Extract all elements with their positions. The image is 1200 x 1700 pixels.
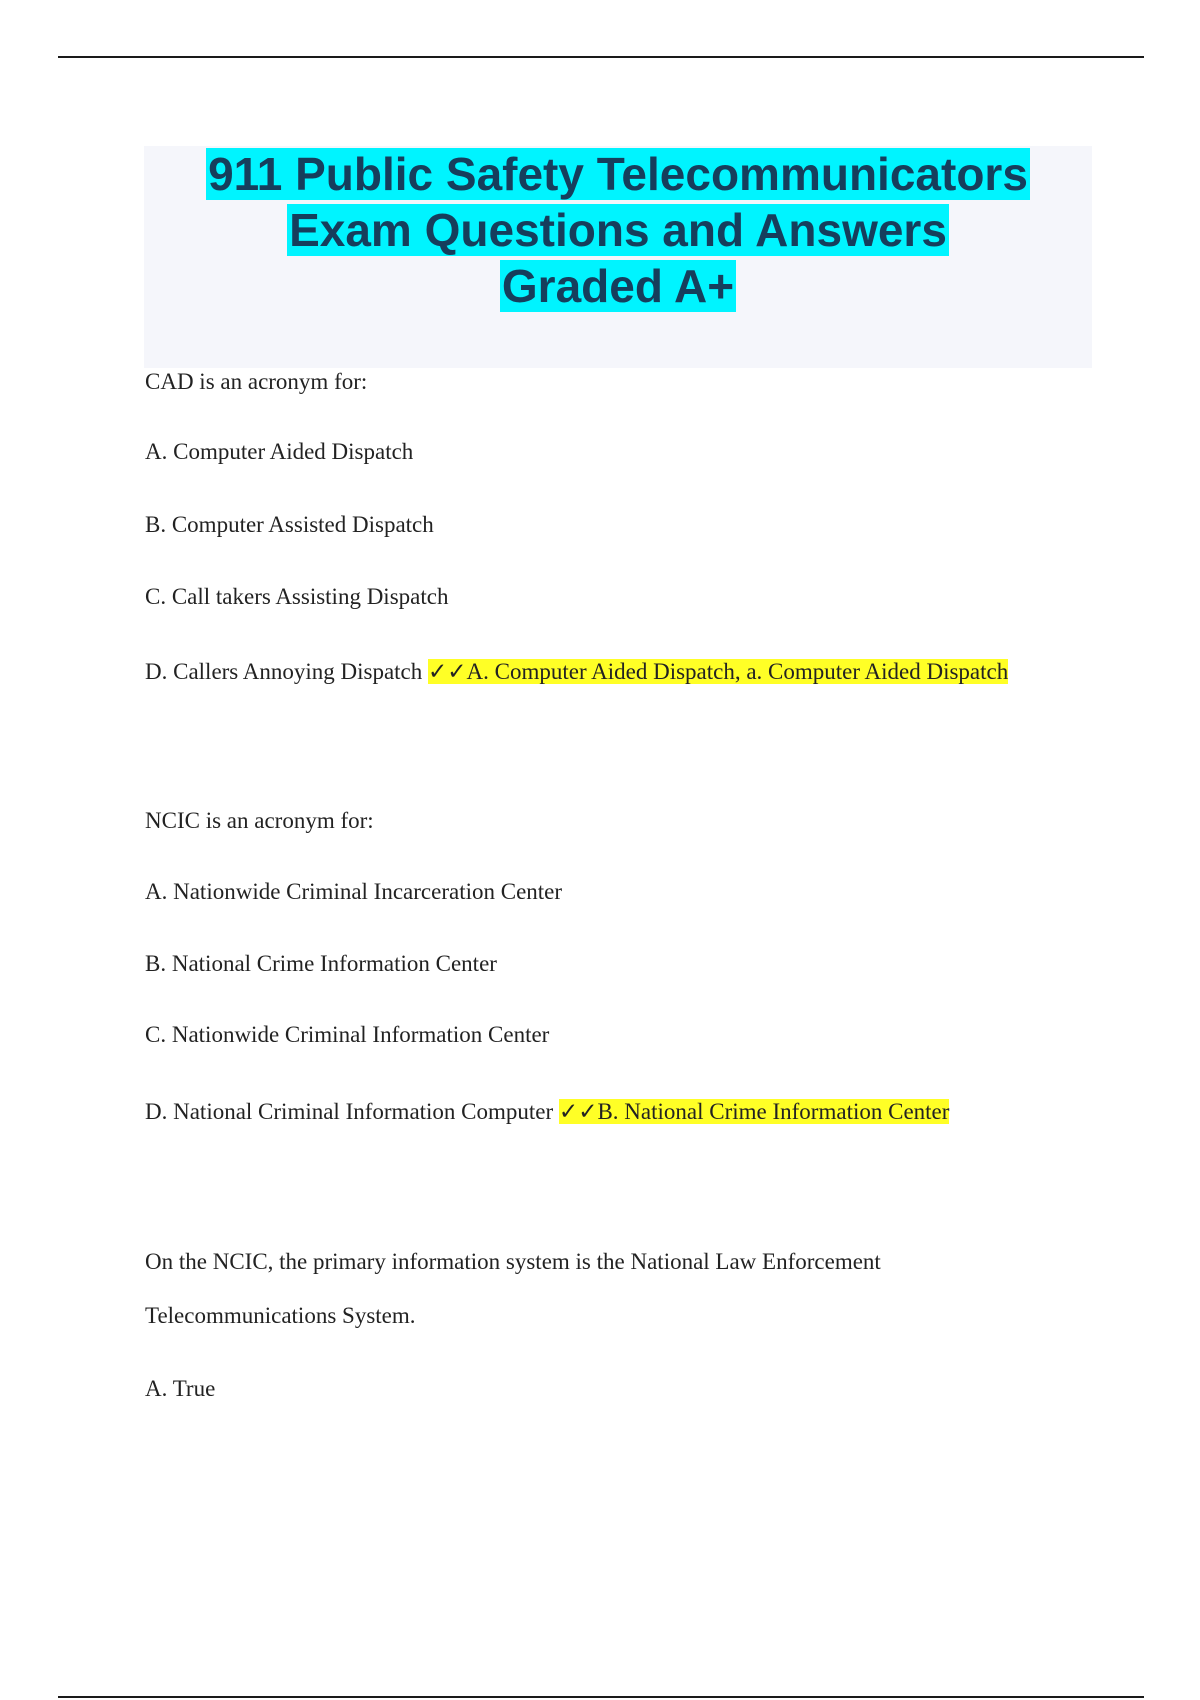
top-rule (58, 56, 1144, 58)
question-1-option-a: A. Computer Aided Dispatch (145, 439, 414, 464)
title-line-1: 911 Public Safety Telecommunicators (208, 148, 1028, 200)
question-3-prompt-line-2: Telecommunications System. (145, 1303, 416, 1328)
question-2-prompt: NCIC is an acronym for: (145, 808, 374, 833)
question-1-prompt: CAD is an acronym for: (145, 369, 368, 394)
question-1-option-d-line (145, 657, 1008, 687)
question-2-option-d-line (145, 1097, 949, 1127)
question-2-answer: ✓✓B. National Crime Information Center (558, 1099, 950, 1124)
question-3-prompt-line-1: On the NCIC, the primary information system is the National Law Enforcement (145, 1249, 881, 1274)
title-line-2: Exam Questions and Answers (289, 204, 947, 256)
question-2-option-a: A. Nationwide Criminal Incarceration Center (145, 879, 563, 904)
question-2-option-d: D. National Criminal Information Computer (145, 1099, 559, 1124)
title-line-3: Graded A+ (501, 260, 735, 312)
question-1-option-c: C. Call takers Assisting Dispatch (145, 584, 449, 609)
bottom-rule (58, 1696, 1144, 1698)
title-box (144, 146, 1092, 368)
question-1-option-b: B. Computer Assisted Dispatch (145, 512, 434, 537)
document-title (144, 146, 1092, 314)
question-1-answer: ✓✓A. Computer Aided Dispatch, a. Computer Aided Dispatch (428, 659, 1009, 684)
question-3-option-a: A. True (145, 1376, 216, 1401)
question-1-option-d: D. Callers Annoying Dispatch (145, 659, 428, 684)
question-2-option-b: B. National Crime Information Center (145, 951, 497, 976)
question-2-option-c: C. Nationwide Criminal Information Center (145, 1022, 550, 1047)
